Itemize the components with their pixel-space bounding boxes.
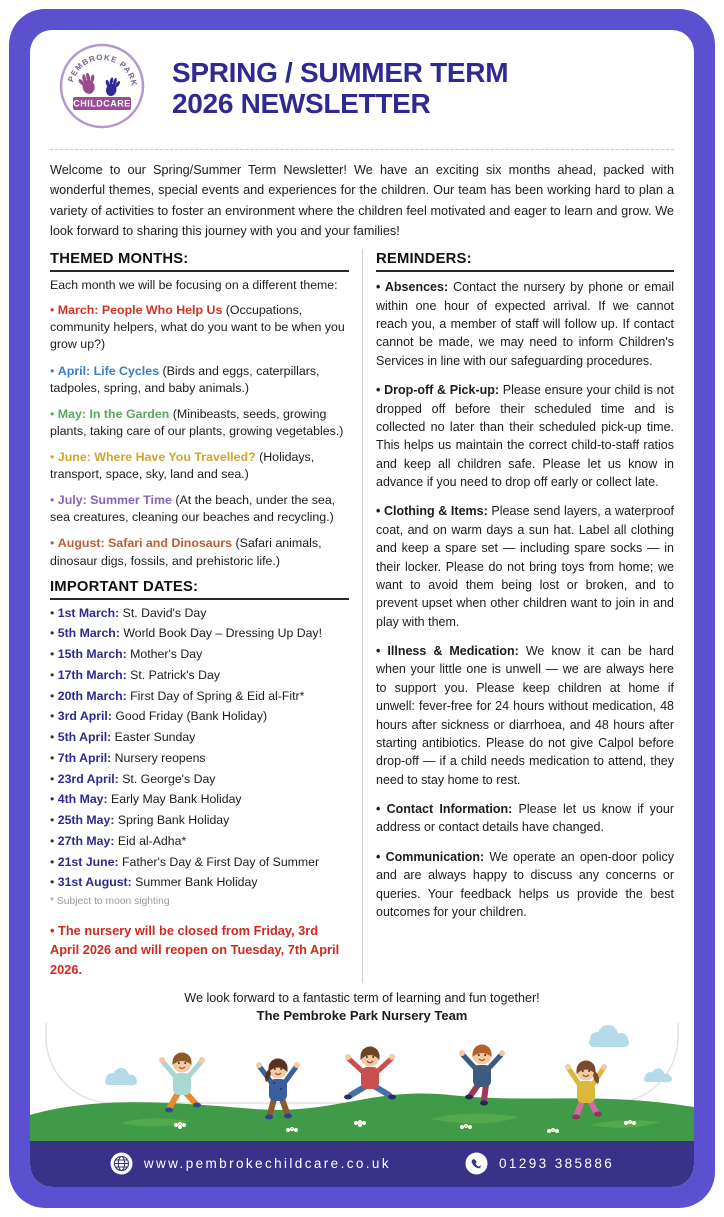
- bullet-icon: •: [376, 802, 387, 816]
- month-theme-description: (Minibeasts, seeds, growing plants, taking care of our plants, growing vegetables.): [50, 406, 344, 438]
- date-event: Easter Sunday: [114, 730, 196, 745]
- bullet-icon: •: [50, 854, 55, 869]
- phone-icon: [465, 1152, 488, 1175]
- bullet-icon: •: [50, 406, 55, 421]
- date-label: 1st March:: [57, 605, 120, 620]
- reminder-label: • Contact Information:: [376, 802, 513, 816]
- children-illustration-svg: [30, 1023, 694, 1141]
- left-column: [50, 249, 362, 982]
- newsletter-page: [30, 30, 694, 1187]
- date-event: Mother's Day: [130, 647, 203, 662]
- bullet-icon: •: [50, 688, 55, 703]
- important-date-item: [50, 689, 349, 704]
- date-label: 5th April:: [57, 730, 112, 745]
- date-event: St. David's Day: [122, 605, 207, 620]
- reminder-label: • Absences:: [376, 280, 449, 295]
- bullet-icon: •: [50, 493, 55, 508]
- title-line-1: SPRING / SUMMER TERM: [172, 57, 509, 89]
- date-label: 4th May:: [57, 792, 108, 807]
- reminders-list: [376, 278, 674, 921]
- important-date-item: [50, 813, 349, 828]
- important-date-item: [50, 792, 349, 807]
- bullet-icon: •: [376, 644, 388, 658]
- themed-months-subheading: Each month we will be focusing on a different theme:: [50, 278, 338, 293]
- important-date-item: [50, 730, 349, 745]
- title-line-2: 2026 NEWSLETTER: [172, 87, 431, 119]
- date-event: World Book Day – Dressing Up Day!: [123, 626, 322, 641]
- month-theme-description: (At the beach, under the sea, sea creatures, cleaning our beaches and recycling.): [50, 493, 336, 525]
- date-label: 15th March:: [57, 647, 127, 662]
- bullet-icon: •: [376, 504, 384, 519]
- phone-link[interactable]: [465, 1152, 614, 1175]
- moon-sighting-footnote: * Subject to moon sighting: [50, 896, 170, 908]
- reminder-item: [376, 800, 674, 837]
- important-date-item: [50, 751, 349, 766]
- bullet-icon: •: [376, 849, 386, 864]
- month-theme-description: (Occupations, community helpers, what do you want to be when you grow up?): [50, 303, 345, 352]
- month-theme-description: (Holidays, transport, space, sky, land and sea.): [50, 450, 315, 482]
- themed-month-item: [50, 535, 349, 569]
- date-label: 25th May:: [57, 813, 115, 828]
- nursery-logo: [58, 42, 146, 135]
- bullet-icon: •: [50, 303, 55, 318]
- reminder-item: [376, 278, 674, 370]
- important-date-item: [50, 875, 349, 890]
- date-event: St. Patrick's Day: [130, 667, 220, 682]
- page-title: [172, 58, 508, 118]
- bullet-icon: •: [50, 363, 55, 378]
- page-border-frame: [9, 9, 715, 1208]
- date-event: Good Friday (Bank Holiday): [115, 709, 268, 724]
- intro-paragraph: Welcome to our Spring/Summer Term Newsletter! We have an exciting six months ahead, packed with wonderful themes, special events and experiences for the children. Our team has been working hard to plan a variety of activities to foster an environment where the children feel motivated and eager to learn and grow. We look forward to sharing this journey with you and your families!: [50, 163, 674, 238]
- reminder-text: Please send layers, a waterproof coat, and on warm days a sun hat. Label all clothing and keep a spare set — including spare socks — in their locker. Please do not bring toys from home; we want to avoid them being lost or broken, and to prevent upset when other children want to join in and play with them.: [376, 504, 675, 629]
- header-divider: [50, 149, 674, 150]
- date-event: Father's Day & First Day of Summer: [121, 854, 320, 869]
- date-label: 7th April:: [57, 750, 112, 765]
- reminder-label: • Communication:: [376, 849, 485, 864]
- reminder-label: • Clothing & Items:: [376, 504, 488, 519]
- bullet-icon: •: [376, 280, 385, 295]
- bullet-icon: •: [50, 605, 55, 620]
- reminders-heading: REMINDERS:: [376, 251, 674, 272]
- bullet-icon: •: [50, 647, 55, 662]
- date-event: Early May Bank Holiday: [111, 792, 242, 807]
- reminder-label: • Illness & Medication:: [376, 644, 519, 658]
- closing-message: We look forward to a fantastic term of learning and fun together!: [184, 990, 540, 1005]
- important-date-item: [50, 709, 349, 724]
- bullet-icon: •: [50, 536, 55, 551]
- header: [30, 30, 694, 135]
- month-theme-label: March: People Who Help Us: [57, 303, 223, 318]
- date-event: First Day of Spring & Eid al-Fitr*: [130, 688, 305, 703]
- bullet-icon: •: [50, 626, 55, 641]
- date-label: 17th March:: [57, 667, 127, 682]
- themed-month-item: [50, 492, 349, 526]
- important-date-item: [50, 647, 349, 662]
- reminder-text: Please ensure your child is not dropped off before their scheduled time and is collected no later than their scheduled pick-up time. This helps us maintain the correct child-to-staff ratios and keep all children safe. Please let us know in advance if you need to drop off early or collect late.: [376, 383, 674, 489]
- reminder-item: [376, 642, 674, 789]
- bullet-icon: •: [376, 383, 385, 398]
- children-illustration: [30, 1023, 694, 1141]
- month-theme-label: July: Summer Time: [57, 493, 172, 508]
- bullet-icon: •: [50, 813, 55, 828]
- bullet-icon: •: [50, 667, 55, 682]
- date-event: Nursery reopens: [114, 750, 206, 765]
- themed-month-item: [50, 302, 349, 353]
- important-date-item: [50, 772, 349, 787]
- reminder-text: We operate an open-door policy and are always happy to discuss any concerns or queries. Your feedback helps us provide the best outcomes for your children.: [376, 849, 674, 919]
- date-label: 31st August:: [57, 875, 132, 890]
- bullet-icon: •: [50, 833, 55, 848]
- globe-icon: [110, 1152, 133, 1175]
- closing-section: [30, 989, 694, 1023]
- bullet-icon: •: [50, 771, 55, 786]
- important-date-item: [50, 834, 349, 849]
- bullet-icon: •: [50, 750, 55, 765]
- reminder-text: We know it can be hard when your little one is unwell — we are always here to support you. Please keep children at home if unwell: fever-free for 24 hours without medication, 48 hours after sickness or diarrhoea, and 48 hours after starting antibiotics. Please do not give Calpol before drop-off — if a child needs medication to attend, they need to stay home to rest.: [376, 644, 674, 787]
- footer-bar: [30, 1141, 694, 1187]
- themed-month-item: [50, 363, 349, 397]
- month-theme-description: (Safari animals, dinosaur digs, fossils, and prehistoric life.): [50, 536, 322, 568]
- important-date-item: [50, 606, 349, 621]
- themed-months-list: [50, 302, 349, 569]
- month-theme-label: August: Safari and Dinosaurs: [57, 536, 232, 551]
- closing-signature: The Pembroke Park Nursery Team: [256, 1007, 468, 1023]
- closure-notice: • The nursery will be closed from Friday, 3rd April 2026 and will reopen on Tuesday, 7th April 2026.: [50, 923, 340, 977]
- themed-months-heading: THEMED MONTHS:: [50, 251, 349, 272]
- themed-month-item: [50, 449, 349, 483]
- date-label: 3rd April:: [57, 709, 112, 724]
- month-theme-label: May: In the Garden: [57, 406, 170, 421]
- reminder-item: [376, 848, 674, 922]
- phone-text: 01293 385886: [499, 1156, 615, 1172]
- bullet-icon: •: [50, 450, 55, 465]
- date-label: 20th March:: [57, 688, 127, 703]
- reminder-text: Contact the nursery by phone or email within one hour of expected arrival. If we cannot reach you, a member of staff will follow up. If contact cannot be made, we may need to inform Children's Services in line with our safeguarding procedures.: [376, 280, 675, 368]
- important-dates-list: [50, 606, 349, 891]
- important-date-item: [50, 626, 349, 641]
- month-theme-label: June: Where Have You Travelled?: [57, 450, 256, 465]
- reminder-item: [376, 502, 674, 631]
- month-theme-description: (Birds and eggs, caterpillars, tadpoles, spring, and baby animals.): [50, 363, 320, 395]
- important-dates-heading: IMPORTANT DATES:: [50, 579, 349, 600]
- important-date-item: [50, 855, 349, 870]
- website-link[interactable]: [110, 1152, 391, 1175]
- date-label: 23rd April:: [57, 771, 119, 786]
- date-event: St. George's Day: [122, 771, 216, 786]
- date-label: 21st June:: [57, 854, 119, 869]
- themed-month-item: [50, 406, 349, 440]
- date-event: Summer Bank Holiday: [135, 875, 258, 890]
- website-text: www.pembrokechildcare.co.uk: [143, 1156, 391, 1172]
- reminder-label: • Drop-off & Pick-up:: [376, 383, 500, 398]
- date-label: 5th March:: [57, 626, 120, 641]
- bullet-icon: •: [50, 730, 55, 745]
- right-column: [362, 249, 674, 982]
- bullet-icon: •: [50, 792, 55, 807]
- bullet-icon: •: [50, 709, 55, 724]
- two-column-body: [30, 249, 694, 982]
- date-event: Eid al-Adha*: [117, 833, 187, 848]
- bullet-icon: •: [50, 875, 55, 890]
- important-date-item: [50, 668, 349, 683]
- reminder-item: [376, 381, 674, 491]
- reminder-text: Please let us know if your address or contact details have changed.: [376, 802, 674, 835]
- logo-banner-text: CHILDCARE: [73, 98, 131, 109]
- date-event: Spring Bank Holiday: [117, 813, 230, 828]
- month-theme-label: April: Life Cycles: [57, 363, 160, 378]
- date-label: 27th May:: [57, 833, 115, 848]
- svg-text:PEMBROKE PARK: PEMBROKE PARK: [66, 52, 139, 88]
- nursery-logo-icon: [58, 42, 146, 130]
